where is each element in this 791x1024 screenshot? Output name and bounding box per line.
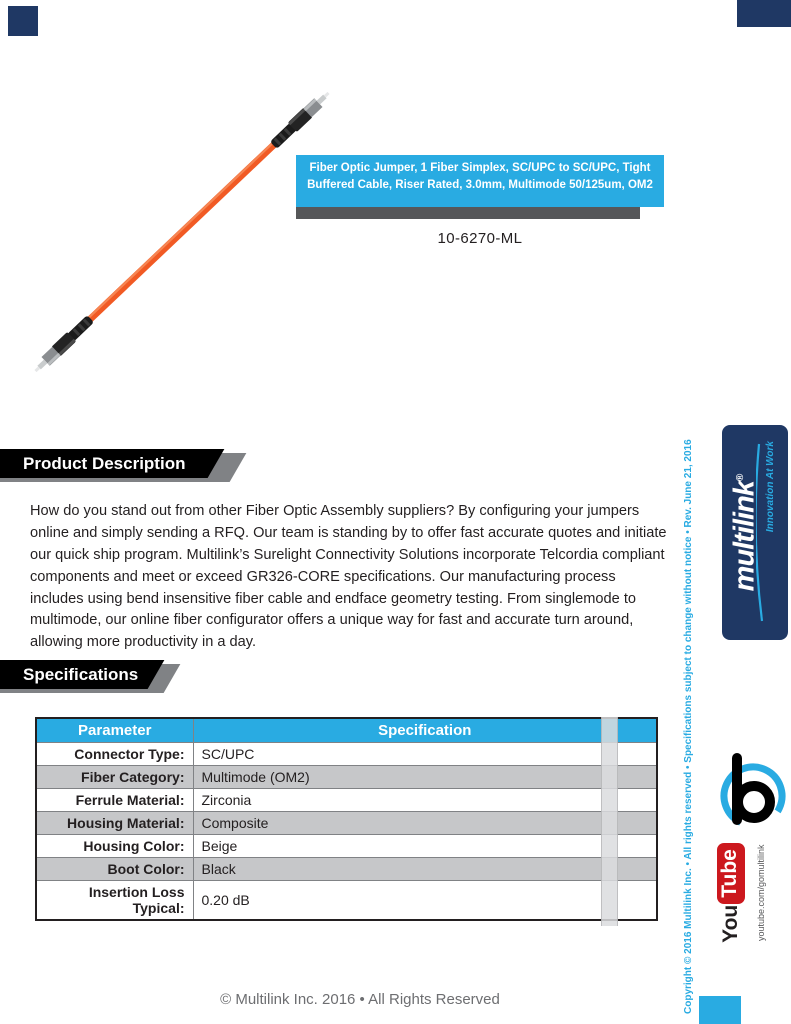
specification-cell: Multimode (OM2)	[193, 765, 657, 788]
parameter-cell: Insertion Loss Typical:	[36, 880, 193, 920]
parameter-cell: Boot Color:	[36, 857, 193, 880]
youtube-tube-badge: Tube	[717, 843, 745, 904]
part-number: 10-6270-ML	[437, 230, 523, 247]
navy-accent-top-left	[8, 6, 38, 36]
specification-cell: Composite	[193, 811, 657, 834]
section-heading-label: Product Description	[23, 454, 186, 473]
sidebar-copyright-vertical: Copyright © 2016 Multilink Inc. • All rights reserved • Specifications subject to change without notice • Rev. June 21, 2016	[683, 439, 694, 1014]
parameter-cell: Housing Color:	[36, 834, 193, 857]
table-scrollbar[interactable]	[601, 717, 618, 926]
youtube-url[interactable]: youtube.com/gomultilink	[756, 844, 766, 941]
specification-cell: Zirconia	[193, 788, 657, 811]
registered-mark: ®	[735, 473, 746, 482]
title-banner-gray-underbar	[296, 207, 640, 219]
specification-cell: SC/UPC	[193, 742, 657, 765]
parameter-cell: Ferrule Material:	[36, 788, 193, 811]
section-header-specifications	[0, 660, 200, 689]
parameter-cell: Fiber Category:	[36, 765, 193, 788]
product-description-text: How do you stand out from other Fiber Optic Assembly suppliers? By configuring your jumpers online and simply sending a RFQ. Our team is standing by to offer fast accurate quotes and initiate our quick ship program. Multilink’s Surelight Connectivity Solutions incorporate Telcordia compliant components and meet or exceed GR326-CORE specifications. Our manufacturing process includes using bend insensitive fiber cable and endface geometry testing. From singlemode to multimode, our online fiber configurator offers a unique way for fast and accurate turn around, allowing more productivity in a day.	[30, 503, 667, 651]
table-row	[36, 788, 657, 811]
navy-accent-top-right	[737, 0, 791, 27]
table-header-specification: Specification	[193, 718, 657, 742]
specification-cell: Beige	[193, 834, 657, 857]
table-header-row	[36, 718, 657, 742]
table-row	[36, 811, 657, 834]
table-row	[36, 857, 657, 880]
table-row	[36, 834, 657, 857]
multilink-logo	[722, 425, 788, 640]
specification-cell: Black	[193, 857, 657, 880]
section-heading-label: Specifications	[23, 665, 139, 684]
youtube-logo[interactable]	[710, 845, 752, 941]
footer-copyright: © Multilink Inc. 2016 • All Rights Reserved	[220, 991, 500, 1008]
table-header-parameter: Parameter	[36, 718, 193, 742]
parameter-cell: Housing Material:	[36, 811, 193, 834]
multilink-logo-text	[726, 425, 760, 640]
specification-cell: 0.20 dB	[193, 880, 657, 920]
product-photo-cable	[20, 80, 340, 380]
product-title-banner	[296, 155, 664, 247]
parameter-cell: Connector Type:	[36, 742, 193, 765]
youtube-you-text: You	[719, 904, 742, 943]
section-header-product-description	[0, 449, 250, 478]
product-title: Fiber Optic Jumper, 1 Fiber Simplex, SC/UPC to SC/UPC, Tight Buffered Cable, Riser Rated, 3.0mm, Multimode 50/125um, OM2	[307, 162, 653, 191]
multilink-tagline: Innovation At Work	[764, 441, 776, 533]
multilink-b-icon	[712, 750, 790, 832]
table-row	[36, 742, 657, 765]
specifications-table	[35, 717, 658, 921]
logo-wordmark: multilink	[728, 481, 761, 592]
table-row	[36, 880, 657, 920]
table-row	[36, 765, 657, 788]
